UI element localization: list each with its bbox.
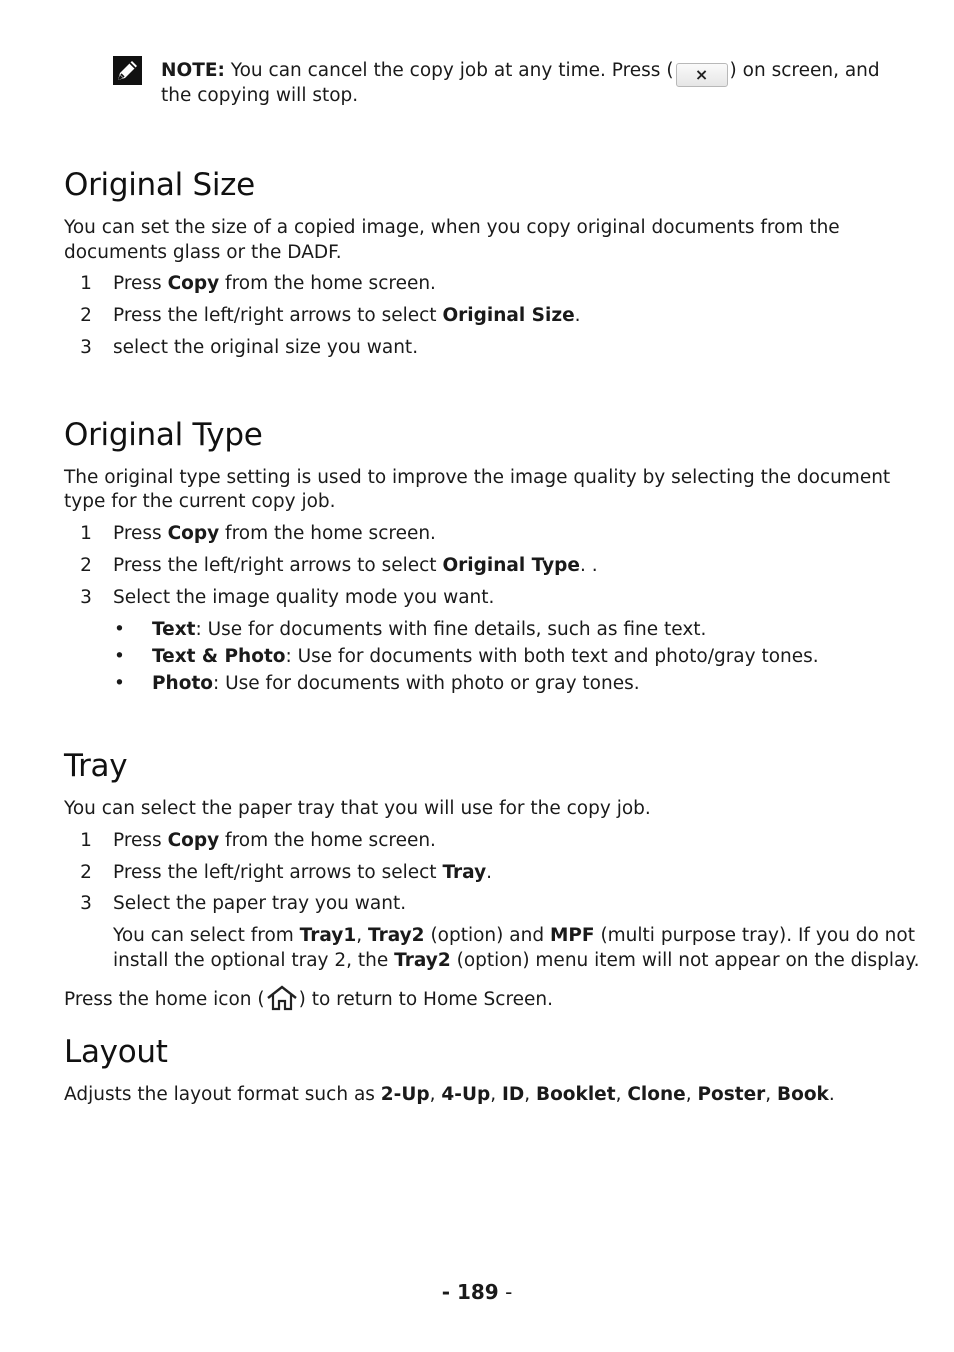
paragraph: type for the current copy job.: [64, 491, 336, 512]
note-line2: the copying will stop.: [161, 85, 359, 106]
step-text: Press Copy from the home screen.: [113, 830, 436, 851]
layout-option: 4-Up: [441, 1084, 491, 1105]
step-number: 1: [80, 273, 92, 294]
step-text: select the original size you want.: [113, 337, 419, 358]
note-text-after: ) on screen, and: [729, 60, 880, 81]
bullet-item: Photo: Use for documents with photo or gray tones.: [152, 673, 640, 694]
step-number: 2: [80, 555, 92, 576]
step-number: 1: [80, 830, 92, 851]
step-number: 3: [80, 587, 92, 608]
step-text: Press Copy from the home screen.: [113, 523, 436, 544]
step-text: Press the left/right arrows to select Original Size.: [113, 305, 581, 326]
step-number: 3: [80, 893, 92, 914]
layout-option: 2-Up: [380, 1084, 430, 1105]
home-icon: [265, 985, 299, 1011]
layout-paragraph: Adjusts the layout format such as 2-Up, 4-Up, ID, Booklet, Clone, Poster, Book.: [64, 1084, 835, 1105]
step-number: 2: [80, 862, 92, 883]
layout-option: Poster: [697, 1084, 766, 1105]
note-text: You can cancel the copy job at any time. Press (: [224, 60, 674, 81]
section-heading-original-size: Original Size: [64, 167, 255, 203]
page-number: - 189 -: [441, 1280, 513, 1304]
home-instruction: Press the home icon ( ) to return to Home Screen.: [64, 985, 553, 1012]
bullet-item: Text: Use for documents with fine details, such as fine text.: [152, 619, 707, 640]
section-heading-layout: Layout: [64, 1034, 168, 1070]
step-text: Press the left/right arrows to select Original Type. .: [113, 555, 598, 576]
step-text: Select the image quality mode you want.: [113, 587, 495, 608]
bullet: •: [114, 646, 125, 667]
close-icon: ×: [694, 65, 709, 84]
step-number: 3: [80, 337, 92, 358]
tray-detail-line2: install the optional tray 2, the Tray2 (option) menu item will not appear on the display.: [113, 950, 920, 971]
step-number: 1: [80, 523, 92, 544]
section-heading-tray: Tray: [64, 748, 128, 784]
bullet-item: Text & Photo: Use for documents with both text and photo/gray tones.: [152, 646, 819, 667]
note-label: NOTE:: [161, 60, 225, 81]
layout-option: Clone: [627, 1084, 686, 1105]
paragraph: The original type setting is used to improve the image quality by selecting the document: [64, 467, 891, 488]
layout-option: Booklet: [536, 1084, 616, 1105]
paragraph: documents glass or the DADF.: [64, 242, 342, 263]
step-text: Press the left/right arrows to select Tray.: [113, 862, 493, 883]
note-pencil-icon: [113, 56, 142, 85]
bullet: •: [114, 619, 125, 640]
step-text: Select the paper tray you want.: [113, 893, 407, 914]
cancel-button: [676, 63, 728, 87]
step-number: 2: [80, 305, 92, 326]
layout-option: Book: [777, 1084, 829, 1105]
section-heading-original-type: Original Type: [64, 417, 263, 453]
paragraph: You can set the size of a copied image, when you copy original documents from the: [64, 217, 840, 238]
bullet: •: [114, 673, 125, 694]
step-text: Press Copy from the home screen.: [113, 273, 436, 294]
tray-detail-line1: You can select from Tray1, Tray2 (option) and MPF (multi purpose tray). If you do not: [113, 925, 915, 946]
paragraph: You can select the paper tray that you will use for the copy job.: [64, 798, 651, 819]
layout-option: ID: [501, 1084, 525, 1105]
